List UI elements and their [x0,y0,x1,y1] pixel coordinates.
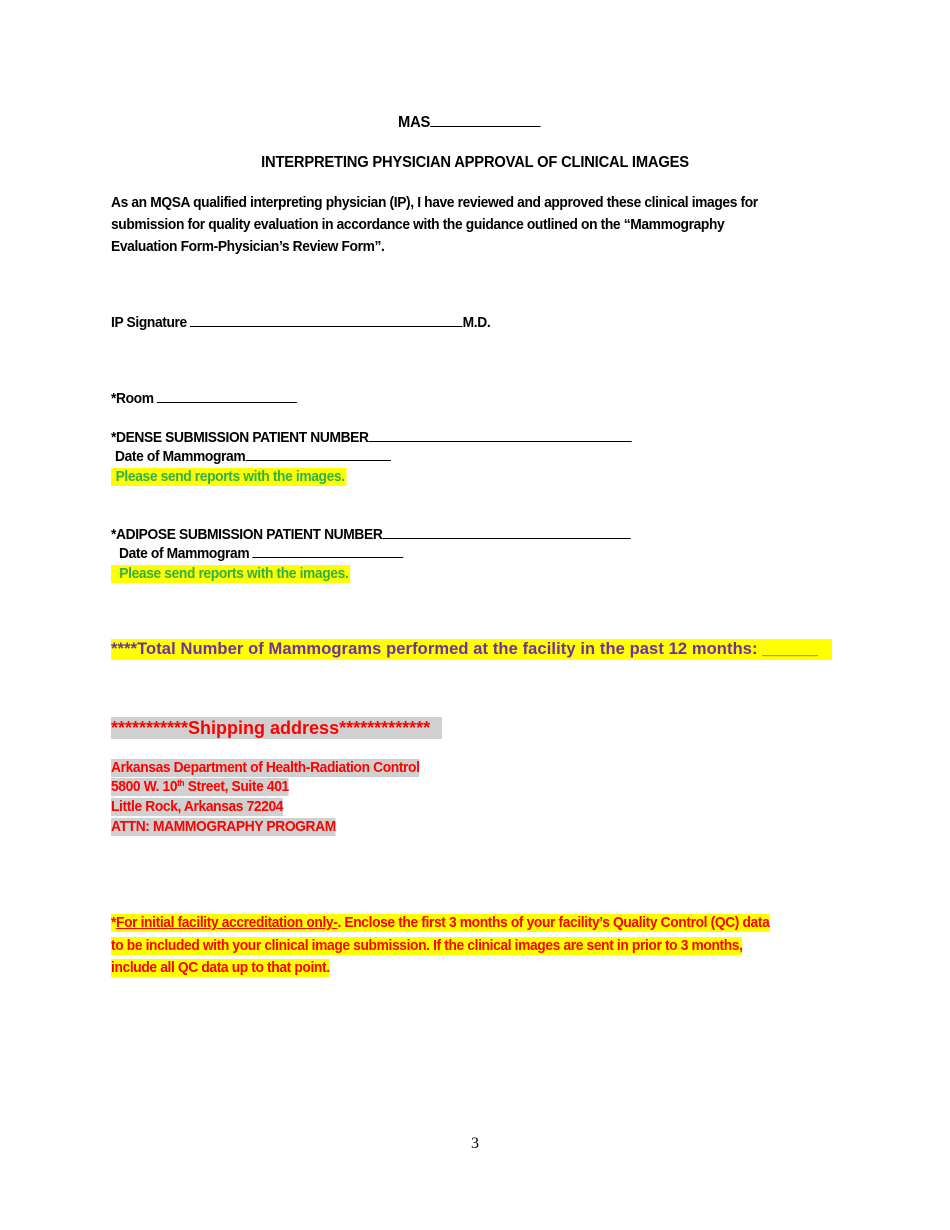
intro-line-1: As an MQSA qualified interpreting physician (IP), I have reviewed and approved these clinical images for [111,194,758,211]
intro-line-3: Evaluation Form-Physician’s Review Form”. [111,238,385,255]
shipping-heading: ***********Shipping address************* [111,717,442,739]
dense-patient-row [111,429,632,447]
dense-note: Please send reports with the images. [111,468,347,486]
shipping-line-2 [111,778,289,796]
page-title: INTERPRETING PHYSICIAN APPROVAL OF CLINICAL IMAGES [261,154,689,171]
ip-signature-field[interactable] [190,314,462,327]
shipping-line-2-suffix: Street, Suite 401 [184,778,289,795]
md-suffix: M.D. [462,314,491,331]
shipping-line-1: Arkansas Department of Health-Radiation Control [111,759,420,776]
initial-line-1 [111,914,769,932]
dense-date-label: Date of Mammogram [115,448,246,465]
room-label: *Room [111,390,154,407]
mas-blank[interactable] [430,114,540,127]
adipose-date-row [119,545,404,563]
shipping-line-4: ATTN: MAMMOGRAPHY PROGRAM [111,818,336,835]
dense-date-row [115,448,391,466]
total-mammograms-line: ****Total Number of Mammograms performed at the facility in the past 12 months: ______ [111,639,832,660]
page-number: 3 [471,1135,479,1152]
adipose-note: Please send reports with the images. [111,565,350,583]
adipose-date-label: Date of Mammogram [119,545,250,562]
shipping-line-2-prefix: 5800 W. 10 [111,778,178,795]
shipping-line-3: Little Rock, Arkansas 72204 [111,798,284,815]
adipose-date-field[interactable] [253,545,404,558]
ip-signature-row [111,314,490,332]
mas-label: MAS [398,114,431,131]
mas-line [398,114,541,132]
initial-line-2: to be included with your clinical image submission. If the clinical images are sent in prior to 3 months, [111,937,743,954]
ip-signature-label: IP Signature [111,314,187,331]
room-field[interactable] [157,390,297,403]
dense-patient-label: *DENSE SUBMISSION PATIENT NUMBER [111,429,369,446]
dense-date-field[interactable] [245,448,390,461]
room-row [111,390,297,408]
adipose-patient-label: *ADIPOSE SUBMISSION PATIENT NUMBER [111,526,383,543]
initial-line-1-rest: . Enclose the first 3 months of your facility’s Quality Control (QC) data [337,914,770,931]
adipose-patient-row [111,526,631,544]
intro-line-2: submission for quality evaluation in accordance with the guidance outlined on the “Mammography [111,216,725,233]
shipping-line-2-sup: th [177,778,185,788]
initial-line-3: include all QC data up to that point. [111,959,330,976]
dense-patient-number-field[interactable] [369,429,632,442]
adipose-patient-number-field[interactable] [382,526,630,539]
initial-star: * [111,914,117,931]
initial-underlined: For initial facility accreditation only- [116,914,338,931]
